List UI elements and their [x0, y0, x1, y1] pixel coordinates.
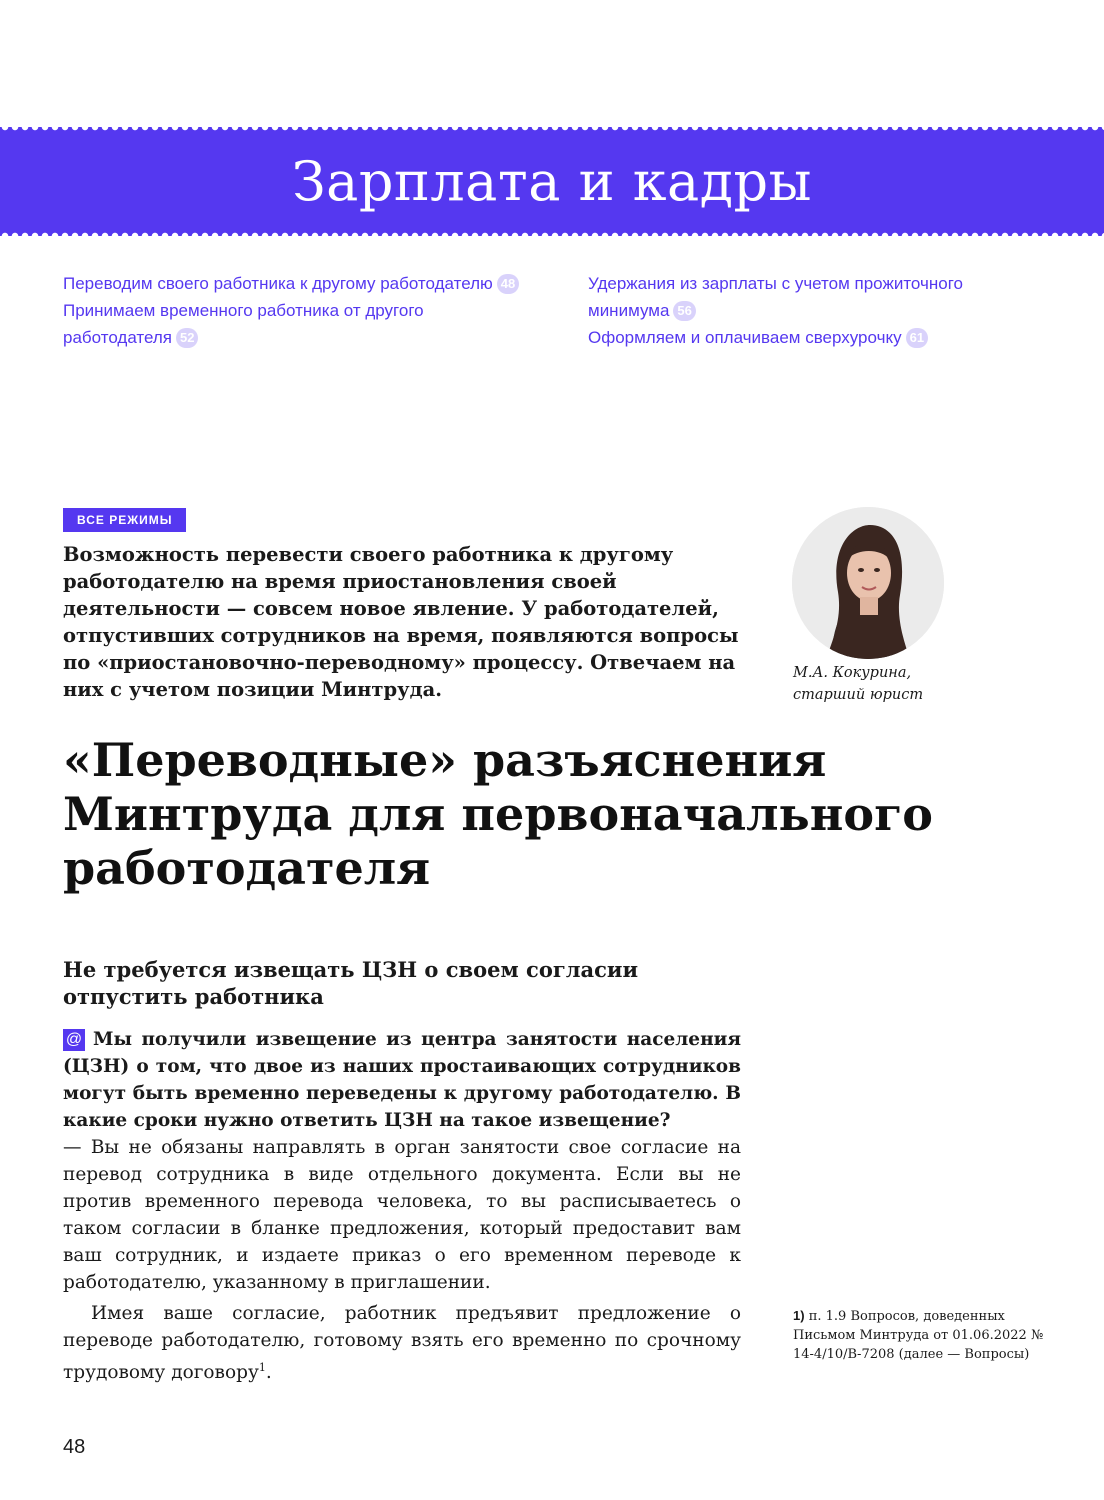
article-headline: «Переводные» разъяснения Минтруда для первоначального работодателя — [63, 733, 933, 895]
toc-right-column — [588, 270, 1008, 351]
footnote-number: 1) — [793, 1308, 805, 1323]
article-body — [63, 1026, 741, 1386]
article-lead: Возможность перевести своего работника к другому работодателю на время приостановления своей деятельности — совсем новое явление. У работодателей, отпустивших сотрудников на время, появляются вопросы по «приостановочно-переводному» процессу. Отвечаем на них с учетом позиции Минтруда. — [63, 543, 739, 701]
page-badge: 56 — [673, 301, 695, 321]
section-subheading: Не требуется извещать ЦЗН о своем согласии отпустить работника — [63, 957, 639, 1009]
section-banner — [0, 127, 1104, 236]
question-icon: @ — [63, 1029, 85, 1051]
page-badge: 61 — [906, 328, 928, 348]
toc-link[interactable]: Оформляем и оплачиваем сверхурочку 61 — [588, 324, 1008, 351]
page-number: 48 — [63, 1436, 86, 1458]
toc-left-column — [63, 270, 533, 351]
question-paragraph: @ Мы получили извещение из центра занятости населения (ЦЗН) о том, что двое из наших простаивающих сотрудников могут быть временно переведены к другому работодателю. В какие сроки нужно ответить ЦЗН на такое извещение? — [63, 1029, 741, 1131]
section-title: Зарплата и кадры — [291, 150, 813, 213]
footnote-ref[interactable]: 1 — [258, 1361, 266, 1374]
author-photo — [792, 507, 944, 659]
page-badge: 52 — [176, 328, 198, 348]
body-paragraph: Имея ваше согласие, работник предъявит предложение о переводе работодателю, готовому взять его временно по срочному трудовому договору$^1$. — [63, 1303, 741, 1384]
toc-link[interactable]: Удержания из зарплаты с учетом прожиточного минимума 56 — [588, 274, 963, 320]
footnote-text: п. 1.9 Вопросов, доведенных Письмом Минтруда от 01.06.2022 № 14-4/10/В-7208 (далее — Вопросы) — [793, 1309, 1044, 1362]
toc-link[interactable]: Принимаем временного работника от другого работодателя 52 — [63, 301, 424, 347]
author-role: старший юрист — [793, 687, 924, 703]
footnote — [793, 1306, 1053, 1364]
author-caption — [793, 662, 923, 706]
toc-link[interactable]: Переводим своего работника к другому работодателю 48 — [63, 270, 533, 297]
author-name: М.А. Кокурина, — [793, 665, 912, 681]
page-badge: 48 — [497, 274, 519, 294]
answer-paragraph: — Вы не обязаны направлять в орган занятости свое согласие на перевод сотрудника в виде отдельного документа. Если вы не против временного перевода человека, то вы расписываетесь о таком согласии в бланке предложения, который предоставит вам ваш сотрудник, и издаете приказ о его временном переводе к работодателю, указанному в приглашении. — [63, 1137, 741, 1293]
regime-tag: ВСЕ РЕЖИМЫ — [63, 508, 186, 532]
